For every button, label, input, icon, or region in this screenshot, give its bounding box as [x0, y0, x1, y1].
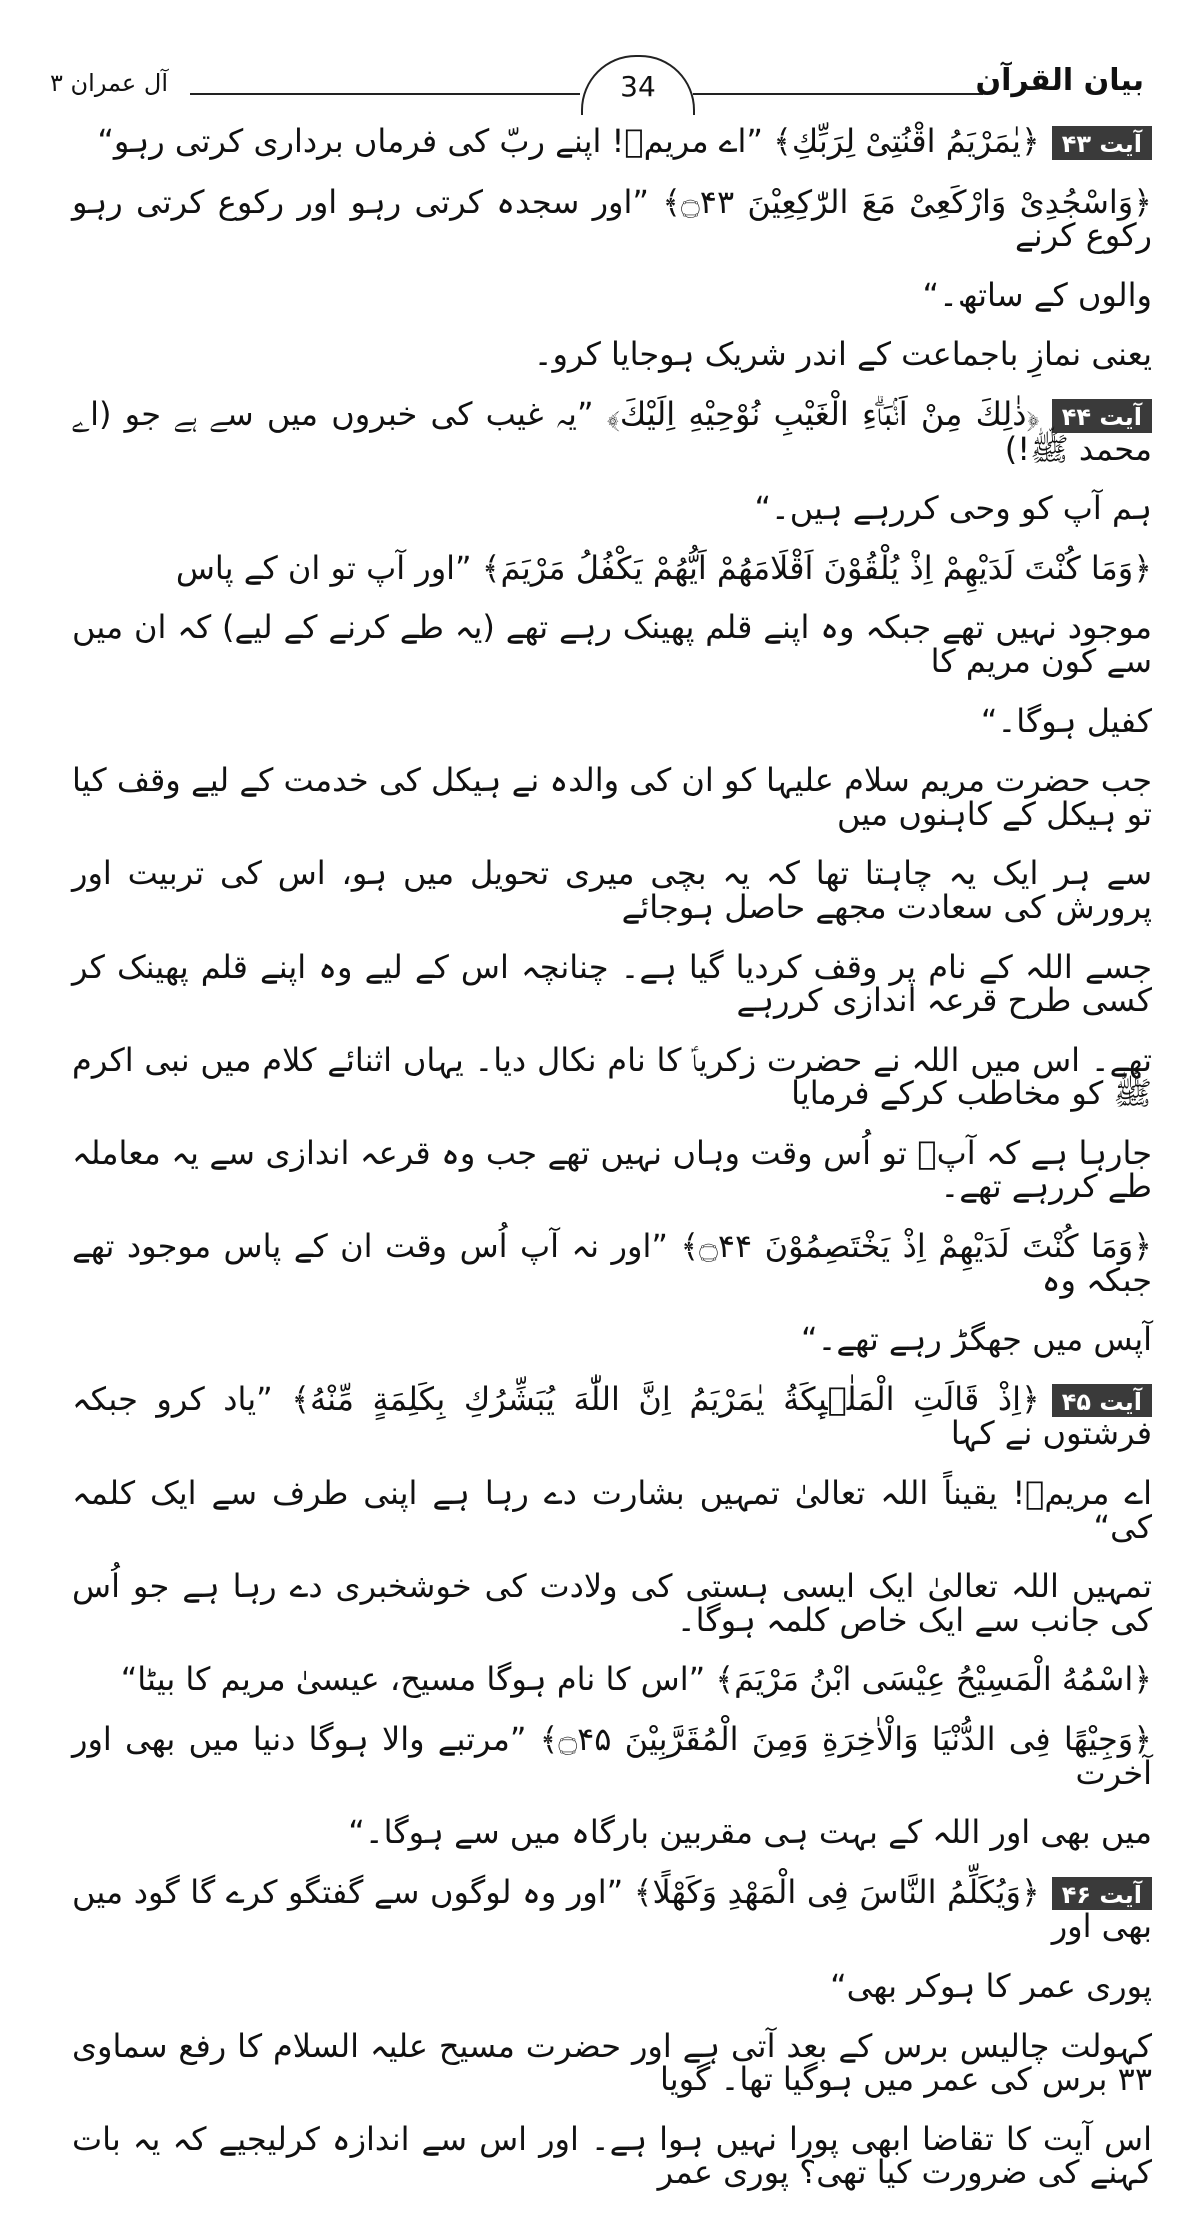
line-text: یعنی نمازِ باجماعت کے اندر شریک ہوجایا کرو۔ [533, 335, 1152, 374]
text-line [72, 761, 1152, 833]
text-line [72, 2026, 1152, 2099]
line-text: والوں کے ساتھ۔“ [922, 275, 1152, 314]
text-line [72, 1813, 1152, 1852]
verse-tag: آیت ۴۵ [1052, 1384, 1152, 1417]
line-text: موجود نہیں تھے جبکہ وہ اپنے قلم پھینک رہے تھے (یہ طے کرنے کے لیے) کہ ان میں سے کون مریم کا [72, 608, 1152, 680]
line-text: ﴿وَیُكَلِّمُ النَّاسَ فِی الْمَهْدِ وَكَهْلًا﴾ ”اور وہ لوگوں سے گفتگو کرے گا گود میں بھی اور [72, 1872, 1152, 1946]
text-line [72, 182, 1152, 255]
line-text: ﴿وَجِیْهًا فِی الدُّنْیَا وَالْاٰخِرَةِ وَمِنَ الْمُقَرَّبِیْنَ ۝۴۵﴾ ”مرتبے والا ہوگا دنیا میں بھی اور آخرت [72, 1720, 1153, 1792]
text-line [72, 1040, 1152, 1113]
line-text: ﴿یٰمَرْیَمُ اقْنُتِیْ لِرَبِّكِ﴾ ”اے مریمؑ! اپنے ربّ کی فرماں برداری کرتی رہو“ [97, 122, 1040, 160]
text-line [72, 1966, 1152, 2005]
line-text: ﴿اسْمُهُ الْمَسِیْحُ عِیْسَى ابْنُ مَرْیَمَ﴾ ”اس کا نام ہوگا مسیح، عیسیٰ مریم کا بیٹا“ [120, 1660, 1152, 1699]
text-line [72, 2119, 1152, 2192]
verse-tag: آیت ۴۶ [1052, 1877, 1152, 1910]
text-line [72, 489, 1152, 528]
text-line [72, 1872, 1152, 1946]
text-line [72, 1133, 1152, 1206]
text-line [72, 335, 1152, 374]
text-line [72, 608, 1152, 680]
page-number: 34 [581, 55, 695, 115]
text-line [72, 1720, 1153, 1792]
text-line [72, 275, 1152, 314]
page-header [40, 55, 1152, 115]
line-text: ﴿وَمَا كُنْتَ لَدَیْهِمْ اِذْ یُلْقُوْنَ اَقْلَامَهُمْ اَیُّهُمْ یَكْفُلُ مَرْیَمَ﴾ ”اور آپ تو ان کے پاس [175, 548, 1152, 587]
line-text: سے ہر ایک یہ چاہتا تھا کہ یہ بچی میری تحویل میں ہو، اس کی تربیت اور پرورش کی سعادت مجھے حاصل ہوجائے [72, 854, 1152, 926]
header-rule-left [190, 93, 580, 95]
text-line [72, 854, 1152, 926]
text-line [72, 1660, 1152, 1699]
line-text: اس آیت کا تقاضا ابھی پورا نہیں ہوا ہے۔ اور اس سے اندازہ کرلیجیے کہ یہ بات کہنے کی ضرورت کیا تھی؟ پوری عمر [72, 2119, 1152, 2192]
line-text: میں بھی اور اللہ کے بہت ہی مقربین بارگاہ میں سے ہوگا۔“ [348, 1813, 1152, 1852]
verse-tag: آیت ۴۴ [1052, 399, 1152, 432]
line-text: ہم آپ کو وحی کررہے ہیں۔“ [754, 489, 1152, 528]
text-line [72, 1379, 1152, 1453]
text-line [72, 701, 1152, 740]
line-text: تھے۔ اس میں اللہ نے حضرت زکریاؑ کا نام نکال دیا۔ یہاں اثنائے کلام میں نبی اکرم ﷺ کو مخاطب کرکے فرمایا [72, 1040, 1152, 1113]
verse-tag: آیت ۴۳ [1052, 126, 1152, 159]
line-text: جارہا ہے کہ آپؐ تو اُس وقت وہاں نہیں تھے جب وہ قرعہ اندازی سے یہ معاملہ طے کررہے تھے۔ [72, 1133, 1152, 1206]
text-line [72, 122, 1152, 160]
line-text: جسے اللہ کے نام پر وقف کردیا گیا ہے۔ چنانچہ اس کے لیے وہ اپنے قلم پھینک کر کسی طرح قرعہ اندازی کررہے [72, 947, 1152, 1020]
line-text: جب حضرت مریم سلام علیہا کو ان کی والدہ نے ہیکل کی خدمت کے لیے وقف کیا تو ہیکل کے کاہنوں میں [72, 761, 1152, 833]
book-title: بیان القرآن [975, 63, 1144, 98]
line-text: ﴿اِذْ قَالَتِ الْمَلٰۗىِٕكَةُ یٰمَرْیَمُ اِنَّ اللّٰهَ یُبَشِّرُكِ بِكَلِمَةٍ مِّنْهُ﴾ ”یاد کرو جبکہ فرشتوں نے کہا [72, 1379, 1152, 1453]
surah-name: آل عمران ۳ [50, 69, 168, 97]
line-text: اے مریمؑ! یقیناً اللہ تعالیٰ تمہیں بشارت دے رہا ہے اپنی طرف سے ایک کلمہ کی“ [72, 1474, 1152, 1546]
line-text: تمہیں اللہ تعالیٰ ایک ایسی ہستی کی ولادت کی خوشخبری دے رہا ہے جو اُس کی جانب سے ایک خاص کلمہ ہوگا۔ [72, 1567, 1152, 1639]
header-rule-right [693, 93, 983, 95]
line-text: آپس میں جھگڑ رہے تھے۔“ [801, 1320, 1152, 1359]
text-line [72, 947, 1152, 1020]
text-line [72, 1567, 1152, 1639]
line-text: ﴿وَاسْجُدِیْ وَارْكَعِیْ مَعَ الرّٰكِعِیْنَ ۝۴۳﴾ ”اور سجدہ کرتی رہو اور رکوع کرتی رہو رکوع کرنے [72, 182, 1152, 255]
text-line [72, 1227, 1153, 1299]
line-text: ﴿وَمَا كُنْتَ لَدَیْهِمْ اِذْ یَخْتَصِمُوْنَ ۝۴۴﴾ ”اور نہ آپ اُس وقت ان کے پاس موجود تھے جبکہ وہ [72, 1227, 1153, 1299]
text-line [72, 394, 1152, 468]
line-text: کفیل ہوگا۔“ [980, 701, 1152, 740]
page-body [72, 122, 1153, 2216]
text-line [72, 1474, 1152, 1546]
line-text: پوری عمر کا ہوکر بھی“ [830, 1966, 1152, 2005]
text-line [72, 1320, 1152, 1359]
text-line [72, 548, 1152, 587]
line-text: ﴿ذٰلِكَ مِنْ اَنْۢبَاۗءِ الْغَیْبِ نُوْحِیْهِ اِلَیْكَ﴾ ”یہ غیب کی خبروں میں سے ہے جو (اے محمد ﷺ!) [72, 394, 1152, 468]
line-text: کہولت چالیس برس کے بعد آتی ہے اور حضرت مسیح علیہ السلام کا رفع سماوی ۳۳ برس کی عمر میں ہوگیا تھا۔ گویا [72, 2026, 1152, 2099]
